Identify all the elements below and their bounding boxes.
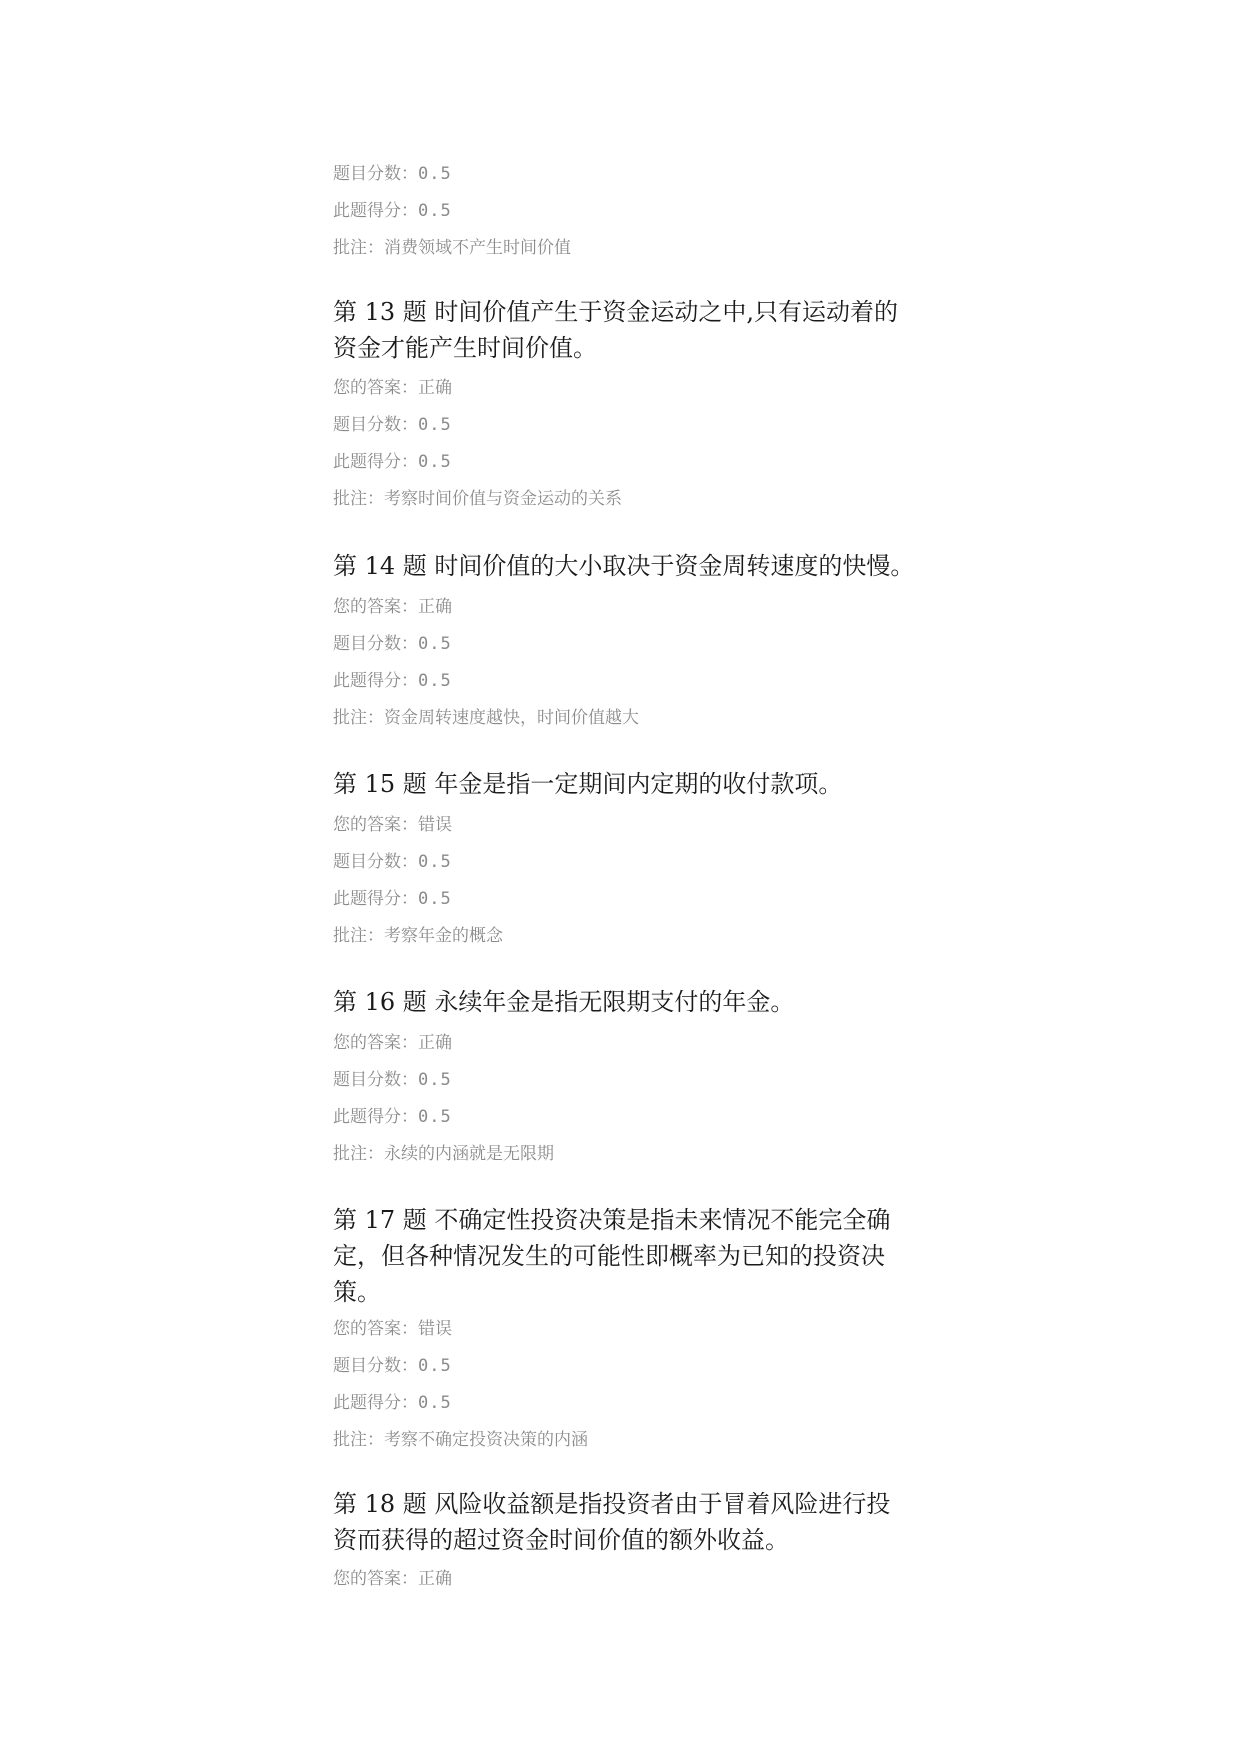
q15-score: 题目分数：0.5 bbox=[333, 852, 452, 872]
q16-got: 此题得分：0.5 bbox=[333, 1107, 452, 1127]
q14-title: 第 14 题 时间价值的大小取决于资金周转速度的快慢。 bbox=[333, 552, 915, 580]
q17-got: 此题得分：0.5 bbox=[333, 1393, 452, 1413]
q15-got: 此题得分：0.5 bbox=[333, 889, 452, 909]
q13-score: 题目分数：0.5 bbox=[333, 415, 452, 435]
q13-answer: 您的答案：正确 bbox=[333, 378, 452, 398]
q18-title: 第 18 题 风险收益额是指投资者由于冒着风险进行投 资而获得的超过资金时间价值的额外收益。 bbox=[333, 1490, 891, 1554]
q12-note: 批注：消费领域不产生时间价值 bbox=[333, 238, 571, 258]
q17-note: 批注：考察不确定投资决策的内涵 bbox=[333, 1430, 588, 1450]
q15-note: 批注：考察年金的概念 bbox=[333, 926, 503, 946]
q16-note: 批注：永续的内涵就是无限期 bbox=[333, 1144, 554, 1164]
q17-answer: 您的答案：错误 bbox=[333, 1319, 452, 1339]
q17-title: 第 17 题 不确定性投资决策是指未来情况不能完全确 定，但各种情况发生的可能性即概率为已知的投资决 策。 bbox=[333, 1206, 891, 1306]
q13-title: 第 13 题 时间价值产生于资金运动之中,只有运动着的 资金才能产生时间价值。 bbox=[333, 298, 899, 362]
q18-answer: 您的答案：正确 bbox=[333, 1569, 452, 1589]
q15-title: 第 15 题 年金是指一定期间内定期的收付款项。 bbox=[333, 770, 843, 798]
q16-score: 题目分数：0.5 bbox=[333, 1070, 452, 1090]
q13-note: 批注：考察时间价值与资金运动的关系 bbox=[333, 489, 622, 509]
q14-score: 题目分数：0.5 bbox=[333, 634, 452, 654]
q14-got: 此题得分：0.5 bbox=[333, 671, 452, 691]
q14-note: 批注：资金周转速度越快，时间价值越大 bbox=[333, 708, 639, 728]
q15-answer: 您的答案：错误 bbox=[333, 815, 452, 835]
q13-got: 此题得分：0.5 bbox=[333, 452, 452, 472]
q16-answer: 您的答案：正确 bbox=[333, 1033, 452, 1053]
q14-answer: 您的答案：正确 bbox=[333, 597, 452, 617]
q16-title: 第 16 题 永续年金是指无限期支付的年金。 bbox=[333, 988, 795, 1016]
q17-score: 题目分数：0.5 bbox=[333, 1356, 452, 1376]
q12-score: 题目分数：0.5 bbox=[333, 164, 452, 184]
q12-got: 此题得分：0.5 bbox=[333, 201, 452, 221]
